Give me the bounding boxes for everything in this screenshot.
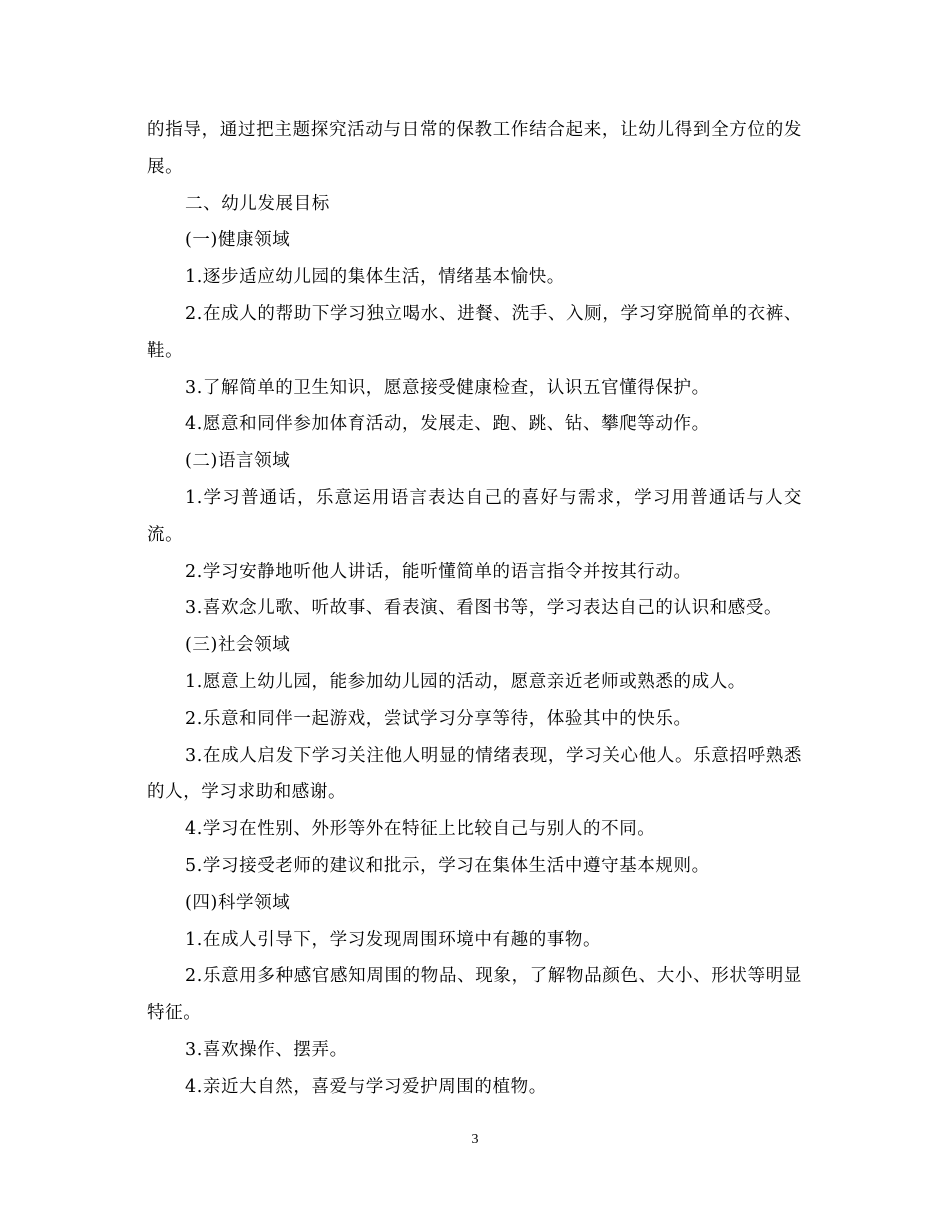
list-item: 3.喜欢念儿歌、听故事、看表演、看图书等，学习表达自己的认识和感受。 (185, 598, 783, 619)
list-item: 4.愿意和同伴参加体育活动，发展走、跑、跳、钻、攀爬等动作。 (185, 414, 710, 435)
list-item: 3.在成人启发下学习关注他人明显的情绪表现，学习关心他人。乐意招呼熟悉的人，学习求助和感谢。 (147, 745, 802, 803)
list-item: 4.亲近大自然，喜爱与学习爱护周围的植物。 (185, 1076, 547, 1097)
list-item: 2.在成人的帮助下学习独立喝水、进餐、洗手、入厕，学习穿脱简单的衣裤、鞋。 (147, 303, 802, 361)
document-body (147, 112, 802, 1106)
list-item: 1.愿意上幼儿园，能参加幼儿园的活动，愿意亲近老师或熟悉的成人。 (185, 671, 746, 692)
list-item: 2.乐意用多种感官感知周围的物品、现象，了解物品颜色、大小、形状等明显特征。 (147, 966, 802, 1024)
section-heading-development-goals: 二、幼儿发展目标 (185, 193, 330, 214)
paragraph-continuation: 的指导，通过把主题探究活动与日常的保教工作结合起来，让幼儿得到全方位的发展。 (147, 120, 802, 177)
subheading-science: (四)科学领域 (185, 892, 291, 913)
list-item: 3.了解简单的卫生知识，愿意接受健康检查，认识五官懂得保护。 (185, 377, 710, 398)
list-item: 3.喜欢操作、摆弄。 (185, 1039, 348, 1060)
list-item: 4.学习在性别、外形等外在特征上比较自己与别人的不同。 (185, 819, 656, 840)
subheading-health: (一)健康领域 (185, 230, 291, 251)
list-item: 1.学习普通话，乐意运用语言表达自己的喜好与需求，学习用普通话与人交流。 (147, 487, 802, 545)
page-number: 3 (471, 1132, 479, 1147)
subheading-language: (二)语言领域 (185, 451, 291, 472)
list-item: 5.学习接受老师的建议和批示，学习在集体生活中遵守基本规则。 (185, 855, 710, 876)
list-item: 1.逐步适应幼儿园的集体生活，情绪基本愉快。 (185, 267, 565, 288)
list-item: 1.在成人引导下，学习发现周围环境中有趣的事物。 (185, 929, 602, 950)
subheading-social: (三)社会领域 (185, 635, 291, 656)
list-item: 2.乐意和同伴一起游戏，尝试学习分享等待，体验其中的快乐。 (185, 708, 692, 729)
list-item: 2.学习安静地听他人讲话，能听懂简单的语言指令并按其行动。 (185, 561, 692, 582)
